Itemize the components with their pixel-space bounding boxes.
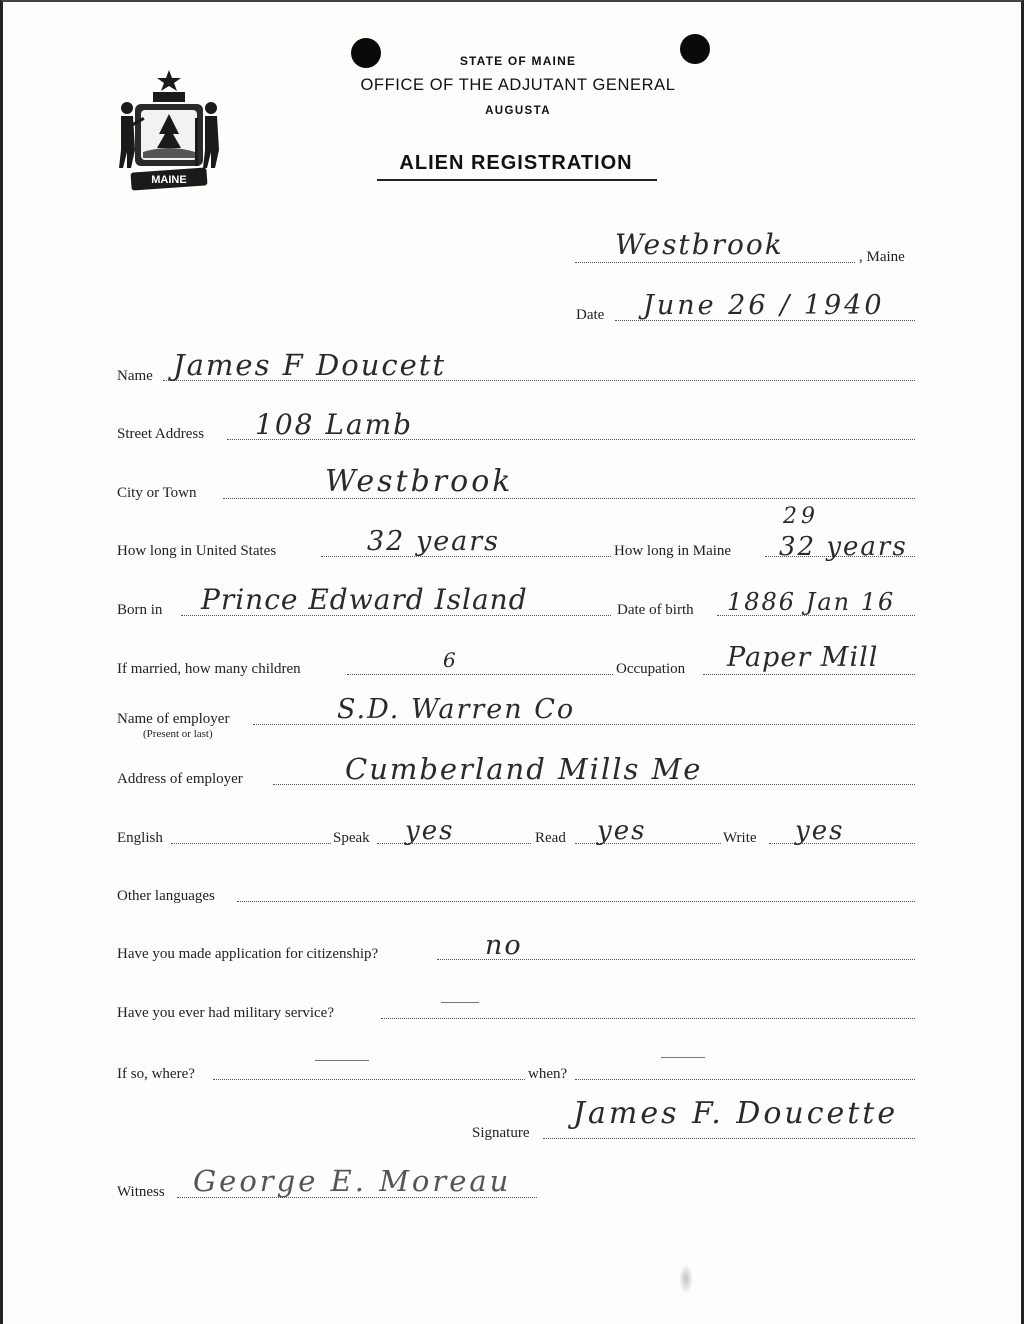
seal-banner-text: MAINE: [151, 174, 187, 186]
place-line: [575, 262, 855, 263]
header-office: OFFICE OF THE ADJUTANT GENERAL: [360, 76, 676, 94]
read-value[interactable]: yes: [597, 816, 647, 846]
maine-state-seal-icon: [115, 68, 223, 194]
header-state: STATE OF MAINE: [459, 54, 577, 68]
maine-duration-label: How long in Maine: [614, 543, 732, 559]
employer-address-label: Address of employer: [117, 771, 243, 787]
signature-label: Signature: [472, 1125, 530, 1141]
city-label: City or Town: [117, 485, 197, 501]
city-value[interactable]: Westbrook: [325, 464, 514, 499]
paper-smudge: [679, 1264, 693, 1294]
signature-line: [543, 1138, 915, 1139]
employer-label: Name of employer: [117, 711, 230, 727]
occupation-value[interactable]: Paper Mill: [727, 642, 879, 673]
form-title: ALIEN REGISTRATION: [399, 152, 633, 174]
name-value[interactable]: James F Doucett: [173, 348, 447, 382]
english-line: [171, 843, 331, 844]
occupation-line: [703, 674, 915, 675]
occupation-label: Occupation: [616, 661, 686, 677]
employer-address-value[interactable]: Cumberland Mills Me: [345, 752, 703, 786]
children-line: [347, 674, 613, 675]
maine-duration-value[interactable]: 32 years: [779, 532, 908, 562]
english-label: English: [117, 830, 163, 846]
date-value[interactable]: June 26 / 1940: [643, 290, 885, 321]
write-value[interactable]: yes: [795, 816, 845, 846]
employer-value[interactable]: S.D. Warren Co: [337, 694, 576, 725]
where-dash: [315, 1060, 369, 1061]
street-value[interactable]: 108 Lamb: [255, 408, 414, 441]
when-dash: [661, 1057, 705, 1058]
date-label: Date: [576, 307, 605, 323]
military-label: Have you ever had military service?: [117, 1005, 334, 1021]
place-suffix: , Maine: [859, 249, 905, 265]
street-label: Street Address: [117, 426, 205, 442]
header-city: AUGUSTA: [485, 105, 551, 117]
maine-duration-correction[interactable]: 29: [783, 504, 819, 529]
other-languages-label: Other languages: [117, 888, 215, 904]
name-label: Name: [117, 368, 153, 384]
read-label: Read: [535, 830, 566, 846]
title-underline: [377, 179, 657, 181]
children-label: If married, how many children: [117, 661, 301, 677]
employer-sublabel: (Present or last): [143, 728, 213, 740]
place-value[interactable]: Westbrook: [615, 228, 784, 261]
born-label: Born in: [117, 602, 163, 618]
us-duration-label: How long in United States: [117, 543, 277, 559]
citizenship-label: Have you made application for citizenship?: [117, 946, 379, 962]
where-label: If so, where?: [117, 1066, 195, 1082]
when-line: [575, 1079, 915, 1080]
citizenship-value[interactable]: no: [485, 930, 523, 961]
when-label: when?: [528, 1066, 568, 1082]
dob-label: Date of birth: [617, 602, 694, 618]
witness-value[interactable]: George E. Moreau: [193, 1164, 512, 1198]
children-value[interactable]: 6: [443, 648, 456, 672]
where-line: [213, 1079, 525, 1080]
military-line: [381, 1018, 915, 1019]
other-languages-line: [237, 901, 915, 902]
speak-label: Speak: [333, 830, 370, 846]
witness-label: Witness: [117, 1184, 165, 1200]
military-dash: [441, 1002, 479, 1003]
dob-value[interactable]: 1886 Jan 16: [727, 588, 896, 616]
speak-value[interactable]: yes: [405, 816, 455, 846]
signature-value[interactable]: James F. Doucette: [573, 1096, 899, 1131]
born-value[interactable]: Prince Edward Island: [201, 583, 528, 616]
us-duration-value[interactable]: 32 years: [367, 526, 501, 557]
write-label: Write: [723, 830, 757, 846]
